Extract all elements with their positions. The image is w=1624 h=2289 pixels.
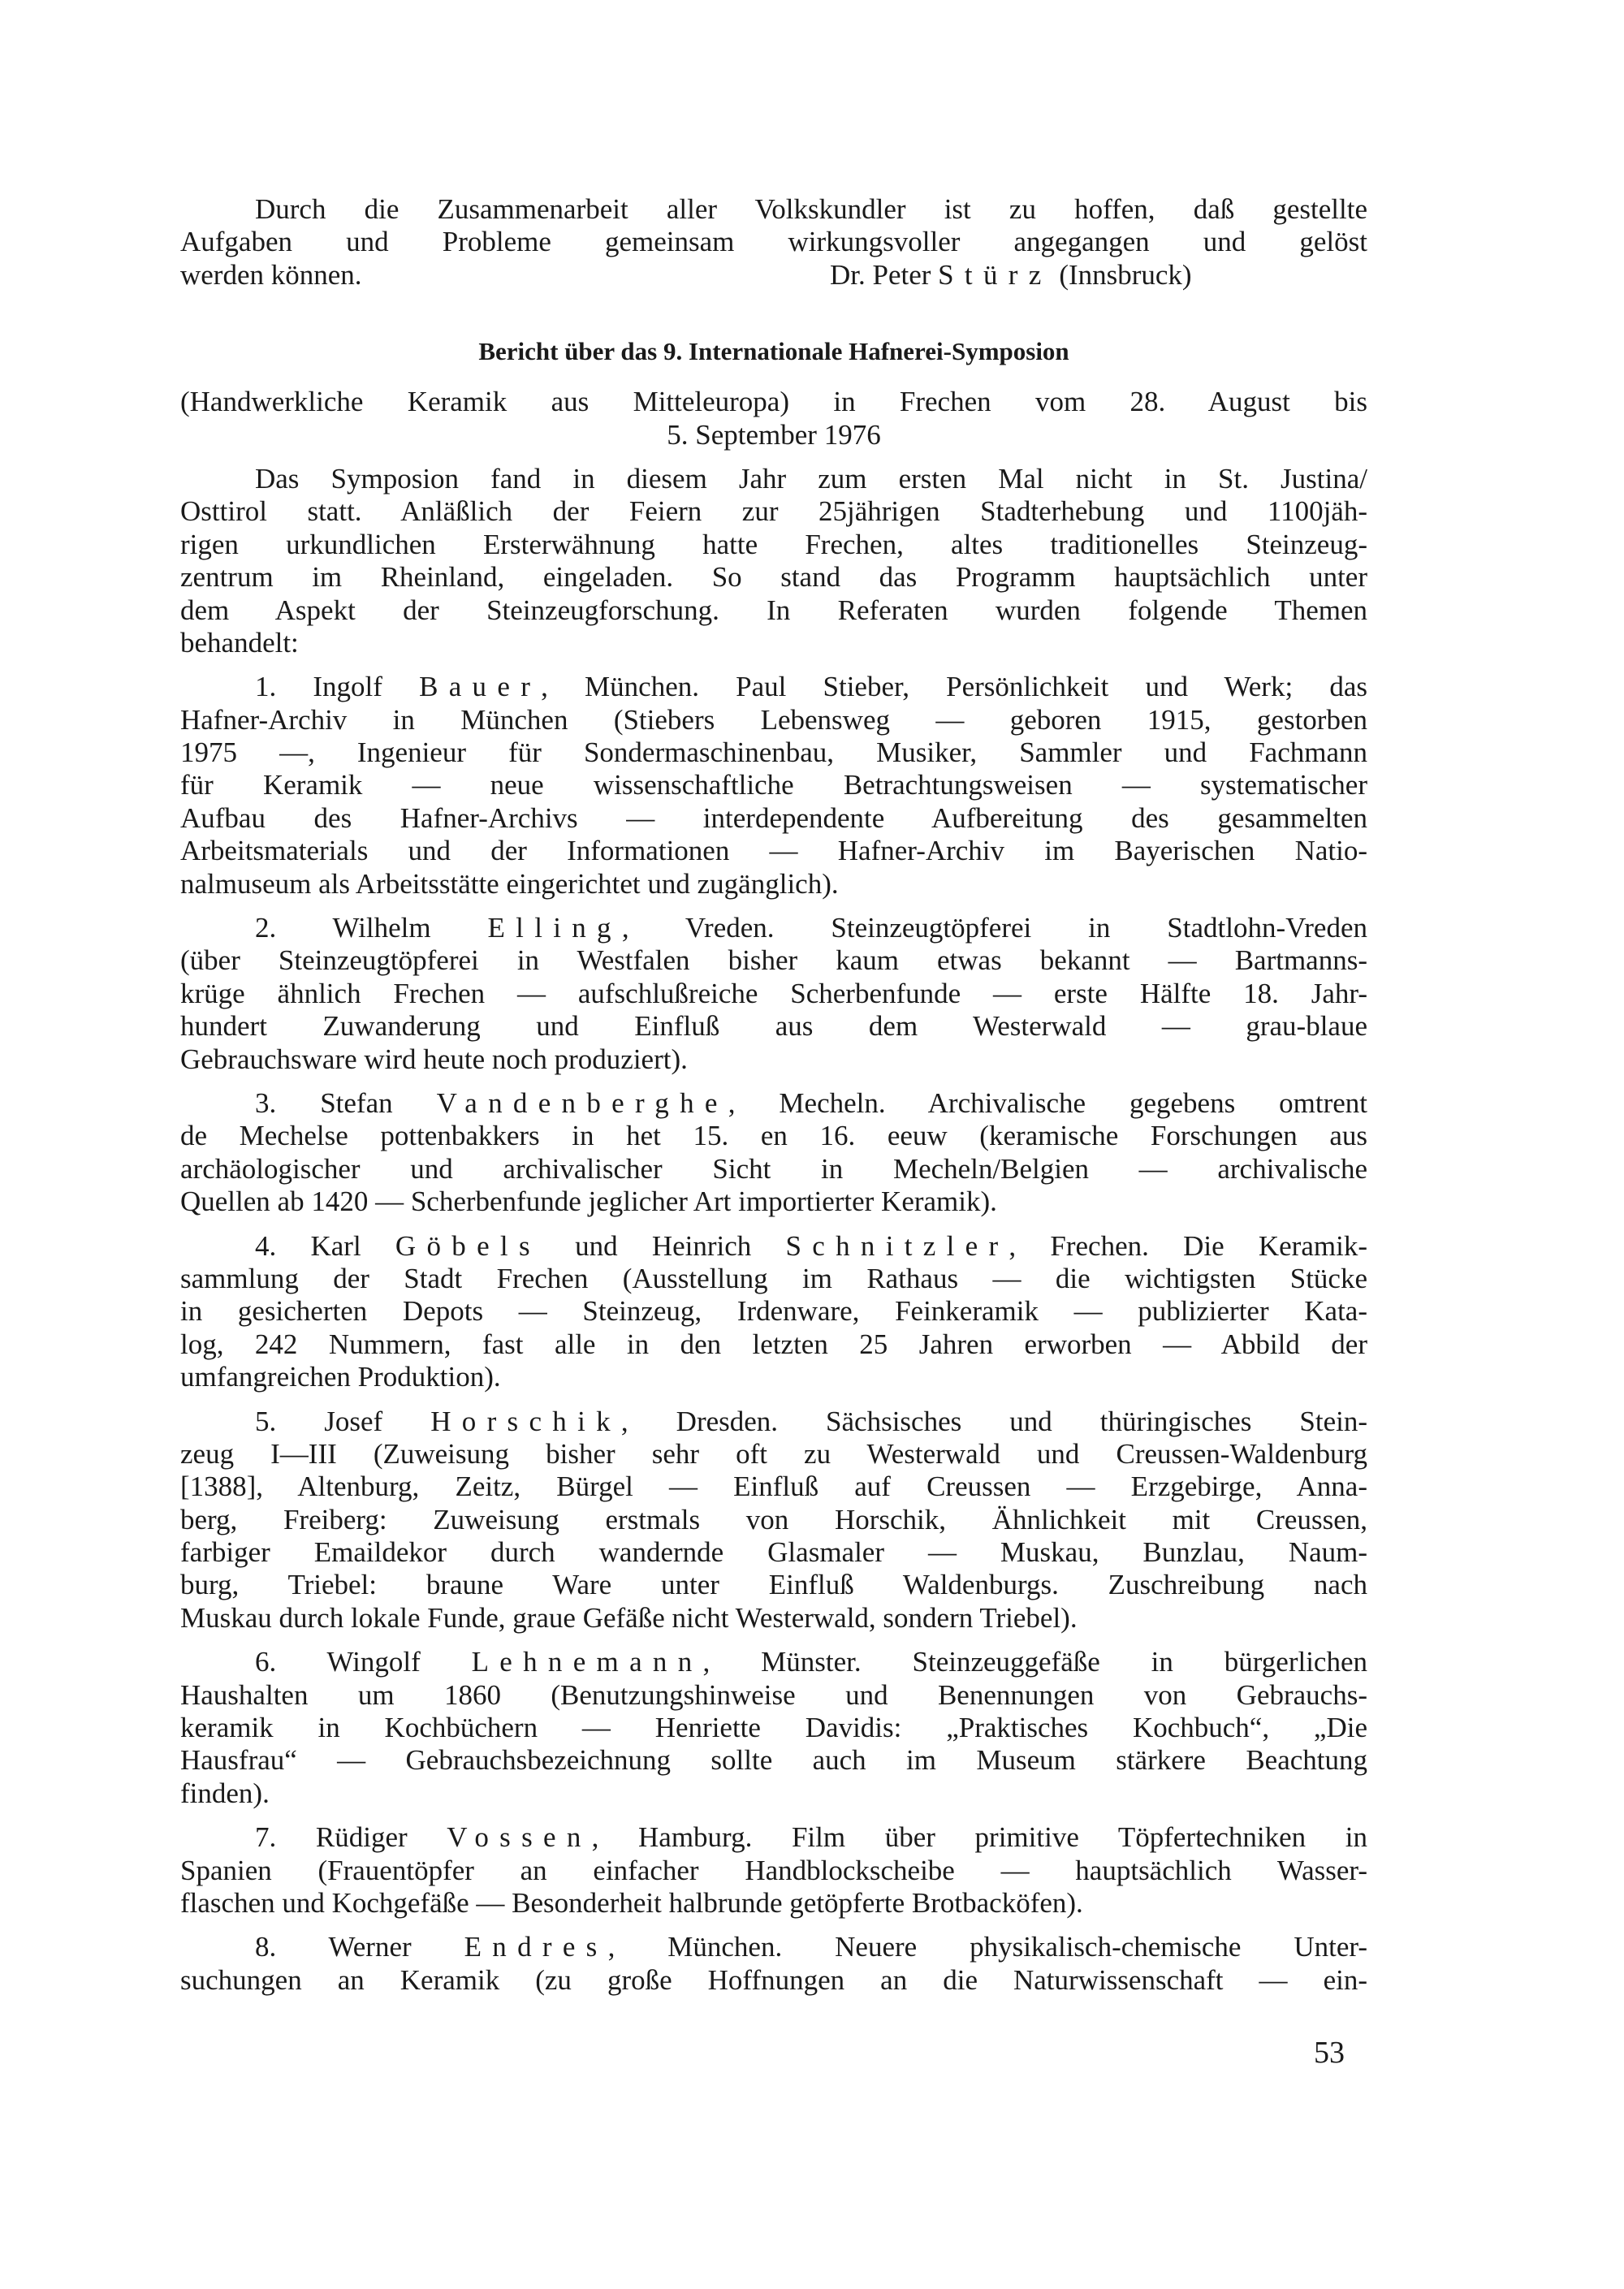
text: sammlung der Stadt Frechen (Ausstellung im Rathaus — die wichtigsten Stücke (180, 1262, 1367, 1294)
intro-paragraph (180, 193, 1367, 292)
lecture-item (180, 1931, 1367, 1997)
text-line (180, 561, 1367, 594)
text: Arbeitsmaterials und der Informationen — Hafner-Archiv im Bayerischen Natio- (180, 835, 1367, 867)
section-heading: Bericht über das 9. Internationale Hafnerei-Symposion (478, 337, 1069, 366)
text: Aufgaben und Probleme gemeinsam wirkungsvoller angegangen und gelöst (180, 226, 1367, 258)
text-line (180, 1361, 1367, 1393)
speaker-name: Vossen (447, 1821, 592, 1854)
text-line (180, 529, 1367, 561)
text-line (180, 627, 1367, 659)
lecture-item (180, 912, 1367, 1076)
text: Aufbau des Hafner-Archivs — interdependente Aufbereitung des gesammelten (180, 801, 1367, 834)
text-line (180, 1536, 1367, 1569)
text: für Keramik — neue wissenschaftliche Betrachtungsweisen — systematischer (180, 769, 1367, 801)
lecture-item (180, 1821, 1367, 1920)
text-line (180, 1471, 1367, 1503)
text: nalmuseum als Arbeitsstätte eingerichtet und zugänglich). (180, 867, 839, 900)
text: 7. Rüdiger (255, 1821, 447, 1854)
author-name: Stürz (938, 258, 1052, 291)
text-line (180, 1186, 1367, 1218)
text-line (180, 1328, 1367, 1361)
text-line (180, 769, 1367, 801)
text: umfangreichen Produktion). (180, 1361, 501, 1393)
text: Muskau durch lokale Funde, graue Gefäße nicht Westerwald, sondern Triebel). (180, 1601, 1078, 1634)
text: , Mecheln. Archivalische gegebens omtrent (728, 1086, 1367, 1119)
text: krüge ähnlich Frechen — aufschlußreiche Scherbenfunde — erste Hälfte 18. Jahr- (180, 977, 1367, 1009)
text-line (180, 1777, 1367, 1810)
text: zeug I—III (Zuweisung bisher sehr oft zu Westerwald und Creussen-Waldenburg (180, 1437, 1367, 1470)
text: Quellen ab 1420 — Scherbenfunde jeglicher Art importierter Keramik). (180, 1186, 997, 1218)
speaker-name: Horschik (430, 1405, 621, 1437)
text-line: (Handwerkliche Keramik aus Mitteleuropa) in Frechen vom 28. August bis (180, 386, 1367, 418)
text: zentrum im Rheinland, eingeladen. So stand das Programm hauptsächlich unter (180, 561, 1367, 594)
lecture-item (180, 1087, 1367, 1219)
text: Gebrauchsware wird heute noch produziert). (180, 1043, 688, 1075)
text: , München. Paul Stieber, Persönlichkeit und Werk; das (541, 671, 1367, 703)
author-location: (Innsbruck) (1052, 258, 1192, 291)
text-line (180, 1120, 1367, 1152)
text-line (180, 1010, 1367, 1043)
text: 4. Karl (255, 1229, 395, 1262)
text-line (180, 1406, 1367, 1438)
text-line (180, 736, 1367, 769)
lecture-item (180, 671, 1367, 900)
text-line (180, 1855, 1367, 1887)
text: hundert Zuwanderung und Einfluß aus dem Westerwald — grau-blaue (180, 1010, 1367, 1043)
text-line: 5. September 1976 (667, 418, 881, 451)
speaker-name: Schnitzler (785, 1229, 1009, 1262)
text-line (180, 944, 1367, 977)
text: in gesicherten Depots — Steinzeug, Irdenware, Feinkeramik — publizierter Kata- (180, 1295, 1367, 1328)
text: 1. Ingolf (255, 671, 420, 703)
text: behandelt: (180, 626, 299, 659)
text: finden). (180, 1777, 270, 1809)
text-line (180, 1569, 1367, 1601)
text-line (180, 1602, 1367, 1635)
speaker-name: Elling (487, 912, 622, 944)
intro-paragraph-symposion (180, 463, 1367, 659)
text-line (180, 259, 1367, 292)
text: keramik in Kochbüchern — Henriette Davidis: „Praktisches Kochbuch“, „Die (180, 1712, 1367, 1744)
text-line (180, 671, 1367, 703)
text-line (180, 1712, 1367, 1744)
text: dem Aspekt der Steinzeugforschung. In Referaten wurden folgende Themen (180, 594, 1367, 626)
text: Osttirol statt. Anläßlich der Feiern zur 25jährigen Stadterhebung und 1100jäh- (180, 495, 1367, 528)
text-line (180, 802, 1367, 835)
text-line (180, 1263, 1367, 1295)
text: Hafner-Archiv in München (Stiebers Lebensweg — geboren 1915, gestorben (180, 703, 1367, 736)
text-line (180, 1230, 1367, 1263)
text: (über Steinzeugtöpferei in Westfalen bisher kaum etwas bekannt — Bartmanns- (180, 944, 1367, 977)
lecture-item (180, 1230, 1367, 1394)
text: werden können. (180, 258, 362, 291)
text: 1975 —, Ingenieur für Sondermaschinenbau, Musiker, Sammler und Fachmann (180, 736, 1367, 769)
text: Hausfrau“ — Gebrauchsbezeichnung sollte auch im Museum stärkere Beachtung (180, 1744, 1367, 1777)
text: Das Symposion fand in diesem Jahr zum ersten Mal nicht in St. Justina/ (255, 462, 1367, 495)
lecture-item (180, 1406, 1367, 1635)
text: Durch die Zusammenarbeit aller Volkskundler ist zu hoffen, daß gestellte (255, 193, 1367, 225)
text: , Frechen. Die Keramik- (1009, 1229, 1367, 1262)
text-line (180, 1964, 1367, 1997)
text-line (180, 1153, 1367, 1186)
text-line (180, 495, 1367, 528)
lecture-item (180, 1646, 1367, 1810)
text: , Vreden. Steinzeugtöpferei in Stadtlohn-Vreden (621, 912, 1367, 944)
text: , Münster. Steinzeuggefäße in bürgerlichen (702, 1646, 1367, 1678)
text: , Hamburg. Film über primitive Töpfertechniken in (591, 1821, 1367, 1854)
text: farbiger Emaildekor durch wandernde Glasmaler — Muskau, Bunzlau, Naum- (180, 1536, 1367, 1569)
speaker-name: Lehnemann (471, 1646, 703, 1678)
text: Spanien (Frauentöpfer an einfacher Handblockscheibe — hauptsächlich Wasser- (180, 1854, 1367, 1886)
text-line (180, 1295, 1367, 1328)
text-line (180, 1679, 1367, 1712)
speaker-name: Bauer (419, 671, 542, 703)
author-signature (830, 259, 1192, 292)
text: berg, Freiberg: Zuweisung erstmals von Horschik, Ähnlichkeit mit Creussen, (180, 1503, 1367, 1535)
author-title: Dr. Peter (830, 258, 939, 291)
text-line (180, 463, 1367, 495)
text: suchungen an Keramik (zu große Hoffnungen an die Naturwissenschaft — ein- (180, 1963, 1367, 1996)
text-line (180, 226, 1367, 258)
text-line (180, 1043, 1367, 1076)
text: 3. Stefan (255, 1086, 437, 1119)
text: , München. Neuere physikalisch-chemische Unter- (607, 1931, 1368, 1963)
text-line (180, 1887, 1367, 1920)
text-line (180, 1504, 1367, 1536)
page-number: 53 (1314, 2036, 1345, 2070)
paragraphs (180, 463, 1367, 1997)
text-line (180, 1438, 1367, 1471)
text-line (180, 1087, 1367, 1120)
text-line (180, 594, 1367, 627)
text: archäologischer und archivalischer Sicht in Mecheln/Belgien — archivalische (180, 1152, 1367, 1185)
text: flaschen und Kochgefäße — Besonderheit halbrunde getöpferte Brotbacköfen). (180, 1886, 1083, 1919)
text: 5. Josef (255, 1405, 431, 1437)
text-line (180, 912, 1367, 944)
speaker-name: Vandenberghe (436, 1086, 728, 1119)
text-line (180, 1931, 1367, 1963)
text: , Dresden. Sächsisches und thüringisches Stein- (620, 1405, 1367, 1437)
text: [1388], Altenburg, Zeitz, Bürgel — Einfluß auf Creussen — Erzgebirge, Anna- (180, 1471, 1367, 1503)
text: rigen urkundlichen Ersterwähnung hatte Frechen, altes traditionelles Steinzeug- (180, 528, 1367, 560)
speaker-name: Endres (464, 1931, 608, 1963)
text: burg, Triebel: braune Ware unter Einfluß Waldenburgs. Zuschreibung nach (180, 1569, 1367, 1601)
text: 6. Wingolf (255, 1646, 472, 1678)
text-line (180, 1646, 1367, 1678)
text-line (180, 1821, 1367, 1854)
text: 8. Werner (255, 1931, 464, 1963)
text: Haushalten um 1860 (Benutzungshinweise und Benennungen von Gebrauchs- (180, 1678, 1367, 1711)
text-line (180, 704, 1367, 736)
text: 2. Wilhelm (255, 912, 488, 944)
text: und Heinrich (540, 1229, 786, 1262)
text-line (180, 978, 1367, 1010)
text-line (180, 868, 1367, 900)
page-body (180, 193, 1367, 2008)
section-subtitle (180, 386, 1367, 451)
text-line (180, 835, 1367, 867)
speaker-name: Göbels (395, 1229, 541, 1262)
text: log, 242 Nummern, fast alle in den letzten 25 Jahren erworben — Abbild der (180, 1328, 1367, 1360)
text-line (180, 193, 1367, 226)
text: de Mechelse pottenbakkers in het 15. en 16. eeuw (keramische Forschungen aus (180, 1120, 1367, 1152)
text-line (180, 1744, 1367, 1777)
